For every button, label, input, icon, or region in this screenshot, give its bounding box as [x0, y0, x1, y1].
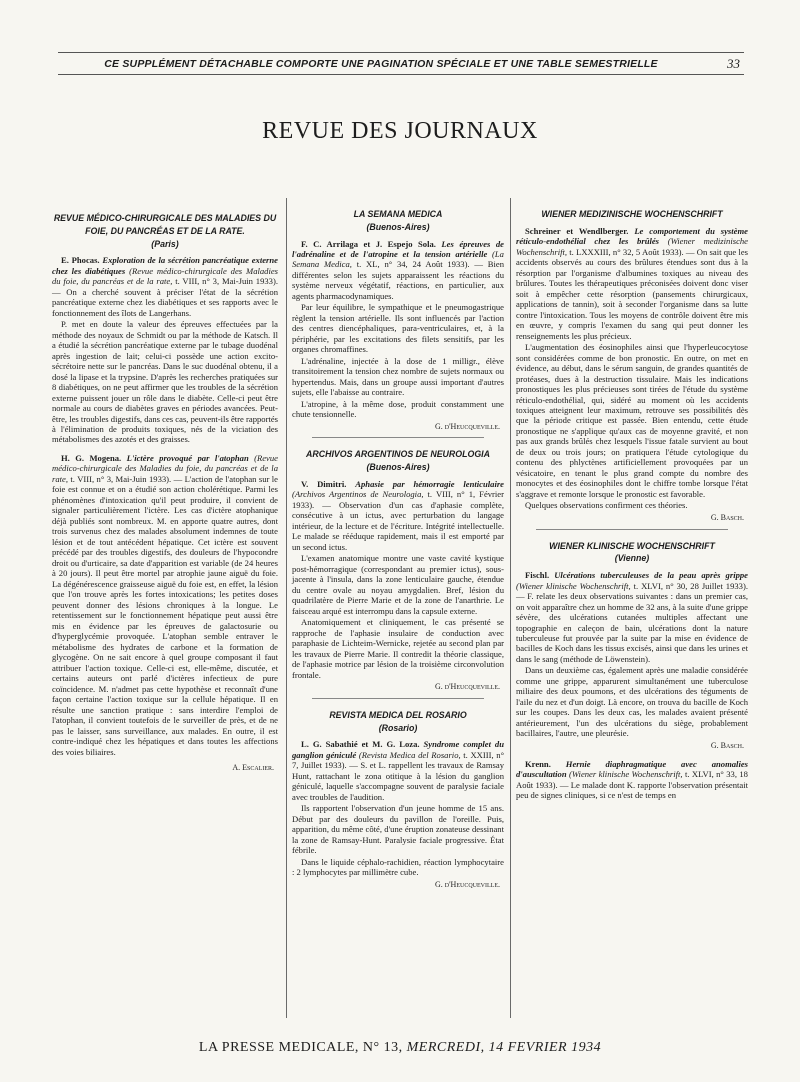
journal-heading — [516, 208, 748, 221]
reviewer-signature: G. d'Heucqueville. — [435, 682, 500, 692]
article — [52, 453, 278, 757]
article — [292, 479, 504, 552]
section-title: REVUE DES JOURNAUX — [262, 118, 538, 144]
article-title: Aphasie par hémorragie lenticulaire — [355, 478, 505, 489]
article-paragraph: Par leur équilibre, le sympathique et le pneumogastrique règlent la tension artérielle. Ils sont influencés par l'action des centres diencéphaliques, para-ventriculaires, et, à la périphérie, par les excitations des filets sensitifs, par les organes chromaffines. — [292, 302, 504, 355]
journal-heading — [52, 212, 278, 250]
article-author: H. G. Mogena. — [61, 452, 122, 463]
article — [292, 239, 504, 302]
column-divider — [286, 198, 287, 1018]
article-paragraph: Quelques observations confirment ces théories. — [525, 500, 688, 511]
section-divider — [312, 437, 484, 438]
article-paragraph: L'augmentation des éosinophiles ainsi que l'hyperleucocytose sont considérées comme de bon pronostic. En outre, on met en évidence, au début, dans le sérum sanguin, de grandes quantités de protéases, dues à la destruction tissulaire. Mais les indications pronostiques les plus précieuses sont tirées de l'étude du système réticulo-endothélial, qui, sidéré au moment où les accidents toxiques atteignent leur maximum, retrouve ses possibilités dès que la période critique est passée. Bien entendu, cette étude pronostique ne s'applique qu'aux cas de moyenne gravité, et non pas aux grands brûlés chez lesquels l'issue fatale survient au bout de deux ou trois jours; on pratiquera l'étude cytologique du contenu des phlyctènes artificiellement provoquées par un vésicatoire, en tenant le plus grand compte du nombre des monocytes et des éosinophiles dont le chiffre tombe lorsque l'état s'aggrave et remonte lorsque le pronostic est favorable. — [516, 342, 748, 499]
article-citation: (Revue médico-chirurgicale des Maladies du foie, du pancréas et de la rate, — [52, 452, 278, 484]
journal-name: WIENER KLINISCHE WOCHENSCHRIFT — [549, 540, 715, 551]
article-author: F. C. Arrilaga et J. Espejo Sola. — [301, 238, 436, 249]
article-body: t. XXIII, n° 7, Juillet 1933). — S. et L. rappellent les travaux de Ramsay Hunt, rattachant le zona otitique à la lésion du ganglion géniculé, laquelle s'accompagne souvent de paralysie faciale avec troubles de l'audition. — [292, 749, 505, 802]
article-body: t. XL, n° 34, 24 Août 1933). — Bien différentes selon les sujets apparaissent les réactions du système nerveux végétatif, réactions, en particulier, aux agents pharmacodynamiques. — [292, 259, 504, 301]
header-rule-top — [58, 52, 744, 53]
article-citation: (Wiener klinische Wochenschrift, — [569, 769, 683, 780]
column-1 — [52, 198, 278, 773]
article-title: L'ictère provoqué par l'atophan — [126, 452, 249, 463]
article-title: Hernie diaphragmatique avec anomalies d'auscultation — [516, 758, 748, 780]
journal-heading — [292, 208, 504, 234]
column-2 — [292, 198, 504, 889]
article-citation: (Archivos Argentinos de Neurologia, — [292, 489, 424, 500]
journal-name: REVISTA MEDICA DEL ROSARIO — [329, 709, 467, 720]
article-paragraph: L'atropine, à la même dose, produit constamment une chute tensionnelle. — [292, 398, 504, 420]
article-citation: (Wiener klinische Wochenschrift, — [516, 580, 631, 591]
journal-city: (Rosario) — [378, 722, 418, 733]
header-rule-bottom — [58, 74, 744, 75]
journal-heading — [292, 709, 504, 735]
journal-name: ARCHIVOS ARGENTINOS DE NEUROLOGIA — [306, 449, 490, 460]
journal-city: (Vienne) — [614, 553, 650, 564]
column-3 — [516, 198, 748, 801]
article-author: L. G. Sabathié et M. G. Loza. — [301, 739, 420, 750]
footer-date: MERCREDI, 14 FEVRIER 1934 — [406, 1040, 602, 1055]
article-citation: (Wiener medizinische Wochenschrift, — [516, 236, 748, 257]
journal-name: WIENER MEDIZINISCHE WOCHENSCHRIFT — [541, 209, 723, 219]
journal-heading — [292, 448, 504, 474]
article-body: t. VIII, n° 3, Mai-Juin 1933). — On a cherché souvent à préciser l'état de la sécrétion pancréatique externe chez les diabétiques et ses rapports avec le fonctionnement des îlots de Langerhans. — [52, 276, 278, 318]
article-paragraph: Ils rapportent l'observation d'un jeune homme de 15 ans. Début par des douleurs du pavillon de l'oreille. Puis, apparition, du même côté, d'une éruption zonateuse dessinant la zone de Ramsay-Hunt. Paralysie faciale progressive. État fébrile. — [292, 803, 504, 856]
reviewer-signature: G. Basch. — [710, 512, 744, 522]
article-paragraph: Dans le liquide céphalo-rachidien, réaction lymphocytaire : 2 lymphocytes par millimètre cube. — [292, 856, 504, 878]
article-author: V. Dimitri. — [301, 478, 347, 489]
section-divider — [536, 529, 728, 530]
column-divider — [510, 198, 511, 1018]
journal-heading — [516, 540, 748, 566]
section-divider — [312, 698, 484, 699]
journal-city: (Paris) — [151, 238, 179, 249]
article-title: Le comportement du système réticulo-endothélial chez les brûlés — [516, 225, 748, 247]
reviewer-signature: G. d'Heucqueville. — [435, 879, 500, 889]
running-header — [58, 56, 744, 74]
article-paragraph: Dans un deuxième cas, également après une maladie considérée comme une grippe, apparurent simultanément une tuberculose miliaire des deux poumons, et des ulcérations des téguments de l'aile du nez et d'un doigt. Là encore, on trouva du bacille de Koch sur les coupes. Dans les deux cas, les malades avaient présenté antérieurement, l'un des ulcérations du siège, probablement bacillaires, l'autre, une pleurésie. — [516, 665, 748, 739]
article-body: t. LXXXIII, n° 32, 5 Août 1933). — On sait que les accidents observés au cours des brûlures étendues sont dus à la résorption par l'organisme d'albumines toxiques au niveau des brûlures. Toutes les thérapeutiques préconisées doivent donc viser soit à empêcher cette résorption (pansements chirurgicaux, applications de tannin), soit à seconder l'organisme dans sa lutte contre l'intoxication. Tous les moyens de contrôle doivent être mis en œuvre, y compris l'examen du sang qui peut donner les renseignements les plus précieux. — [516, 246, 748, 341]
article — [516, 570, 748, 664]
article-paragraph: P. met en doute la valeur des épreuves effectuées par la méthode des noyaux de Schmidt ou par la méthode de Katsch. Il a étudié la sécrétion pancréatique externe par le tubage duodénal après ingestion de lait; celui-ci possède une action excito-sécrétoire nette sur le pancréas. Dans le suc duodénal obtenu, il a dosé la lipase et la trypsine. D'après les recherches pratiquées sur 8 diabétiques, on ne peut affirmer que les troubles de la sécrétion externe puissent jouer un rôle dans le diabète. Celle-ci peut être normale au cours de diabètes graves en périodes avancées. Peut-être, les troubles digestifs, dans ces cas, peuvent-ils être rapportés à l'élimination de produits toxiques, nés de la viciation des métabolismes des azotés et des graisses. — [52, 319, 278, 445]
article-title: Ulcérations tuberculeuses de la peau après grippe — [554, 570, 748, 581]
article-body: t. XLVI, n° 33, 18 Août 1933). — Le malade dont K. rapporte l'observation présentait peu de signes cliniques, si ce n'est de temps en — [516, 769, 748, 801]
header-banner: CE SUPPLÉMENT DÉTACHABLE COMPORTE UNE PAGINATION SPÉCIALE ET UNE TABLE SEMESTRIELLE — [104, 58, 658, 70]
article-author: E. Phocas. — [61, 255, 100, 266]
article-title: Syndrome complet du ganglion géniculé — [292, 739, 504, 760]
article-citation: (Revue médico-chirurgicale des Maladies du foie, du pancréas et de la rate, — [52, 265, 279, 287]
journal-city: (Buenos-Aires) — [366, 462, 430, 473]
article-body: t. XLVI, n° 30, 28 Juillet 1933). — F. relate les deux observations suivantes : dans un premier cas, on voit apparaître chez un homme de 32 ans, à la suite d'une grippe sévère, des ulcérations cutanées multiples affectant une topographie en caleçon de bain, ulcérations dont la nature tuberculeuse fut prouvée par la suite par la mise en évidence de bacilles de Koch dans les tissus excisés, ainsi que dans les urines et dans le sang (méthode de Löwenstein). — [516, 580, 748, 664]
article — [52, 255, 278, 318]
article-body: t. VIII, n° 1, Février 1933). — Observation d'un cas d'aphasie complète, consécutive à un ictus, avec perturbation du langage intérieur, de la lecture et de l'écriture. Intégrité intellectuelle. Le malade se rééduque rapidement, mais il est emporté par un second ictus. — [292, 489, 504, 552]
article-paragraph: L'adrénaline, injectée à la dose de 1 milligr., élève transitoirement la tension chez nombre de sujets normaux ou hypertendus. Mais, dans un groupe aussi important d'autres sujets, elle l'abaisse au contraire. — [292, 355, 504, 398]
article-author: Schreiner et Wendlberger. — [525, 225, 629, 236]
page-footer — [0, 1040, 800, 1056]
reviewer-signature: A. Escalier. — [232, 763, 274, 773]
reviewer-signature: G. d'Heucqueville. — [435, 421, 500, 431]
article-author: Krenn. — [525, 758, 551, 769]
article-author: Fischl. — [525, 570, 550, 581]
article-paragraph: Anatomiquement et cliniquement, le cas présenté se rapproche de l'aphasie insulaire de conduction avec paraphasie de Lichteim-Wernicke, rejetée au second plan par les travaux de Pierre Marie. Il contredit la théorie classique, de l'aphasie motrice par lésion de la troisième circonvolution frontale. — [292, 617, 504, 680]
page-number: 33 — [727, 56, 740, 71]
article-title: Exploration de la sécrétion pancréatique externe chez les diabétiques — [52, 255, 278, 276]
journal-city: (Buenos-Aires) — [366, 221, 430, 232]
reviewer-signature: G. Basch. — [710, 740, 744, 750]
article-citation: (Revista Medica del Rosario, — [358, 749, 461, 760]
article-citation: (La Semana Medica, — [292, 248, 504, 270]
journal-name: LA SEMANA MEDICA — [353, 209, 443, 219]
article-paragraph: L'examen anatomique montre une vaste cavité kystique post-hémorragique (correspondant au premier ictus), sous-jacente à l'insula, dans la zone lenticulaire gauche, étendue du centre ovale au noyau amygdalien. Bref, lésion du quadrilatère de Pierre Marie et de la zone de l'anarthrie. Le faisceau arqué est interrompu dans la capsule externe. — [292, 553, 504, 616]
article — [292, 739, 504, 802]
journal-name: REVUE MÉDICO-CHIRURGICALE DES MALADIES DU FOIE, DU PANCRÉAS ET DE LA RATE. — [53, 213, 277, 236]
article-body: t. VIII, n° 3, Mai-Juin 1933). — L'action de l'atophan sur le foie est connue et on a étudié son action cholérétique. Parmi les phénomènes d'intoxication qu'il peut produire, il convient de signaler particulièrement l'ictère. Les cas d'ictère atophanique déjà publiés sont nombreux. M. en apporte quatre autres, dont trois survenus chez des malades absolument indemnes de toute lésion et de tout antécédent hépatique. Cet ictère est souvent précédé par des troubles digestifs, des douleurs de l'hypocondre droit ou d'urticaire, sa date d'apparition est variable (de 24 heures à 20 jours). Il peut être mortel par atrophie jaune aiguë du foie. La dégénérescence graisseuse aiguë du foie est, en effet, la lésion que l'on trouve après les fortes intoxications; les petites doses peuvent donner des lésions chroniques à la longue. Le retentissement sur le fonctionnement hépatique peut aussi être mis en évidence par les épreuves de galactosurie ou d'hyperglycémie provoquée. L'atophan semble entraver le métabolisme des hydrates de carbone et la formation de glycogène. On ne sait encore à quel groupe composant il faut attribuer l'action toxique. Celle-ci est, elle-même, discutée, et certains auteurs ont parlé d'ictères infectieux de pure coïncidence. M. n'admet pas cette hypothèse et reconnaît d'une façon certaine l'action toxique sur la cellule hépatique. Il en résulte une sanction pratique : sans interdire l'emploi de l'atophan, il convient toutefois de le surveiller de près, et de ne pas le laisser, sans surveillance, aux malades. En outre, il est contre-indiqué chez les hépatiques et dans toutes les affections des voies biliaires. — [52, 473, 278, 757]
article-title: Les épreuves de l'adrénaline et de l'atropine et la tension artérielle — [292, 238, 504, 259]
article — [516, 759, 748, 801]
footer-journal: LA PRESSE MEDICALE, N° 13, — [198, 1040, 403, 1055]
article — [516, 226, 748, 341]
